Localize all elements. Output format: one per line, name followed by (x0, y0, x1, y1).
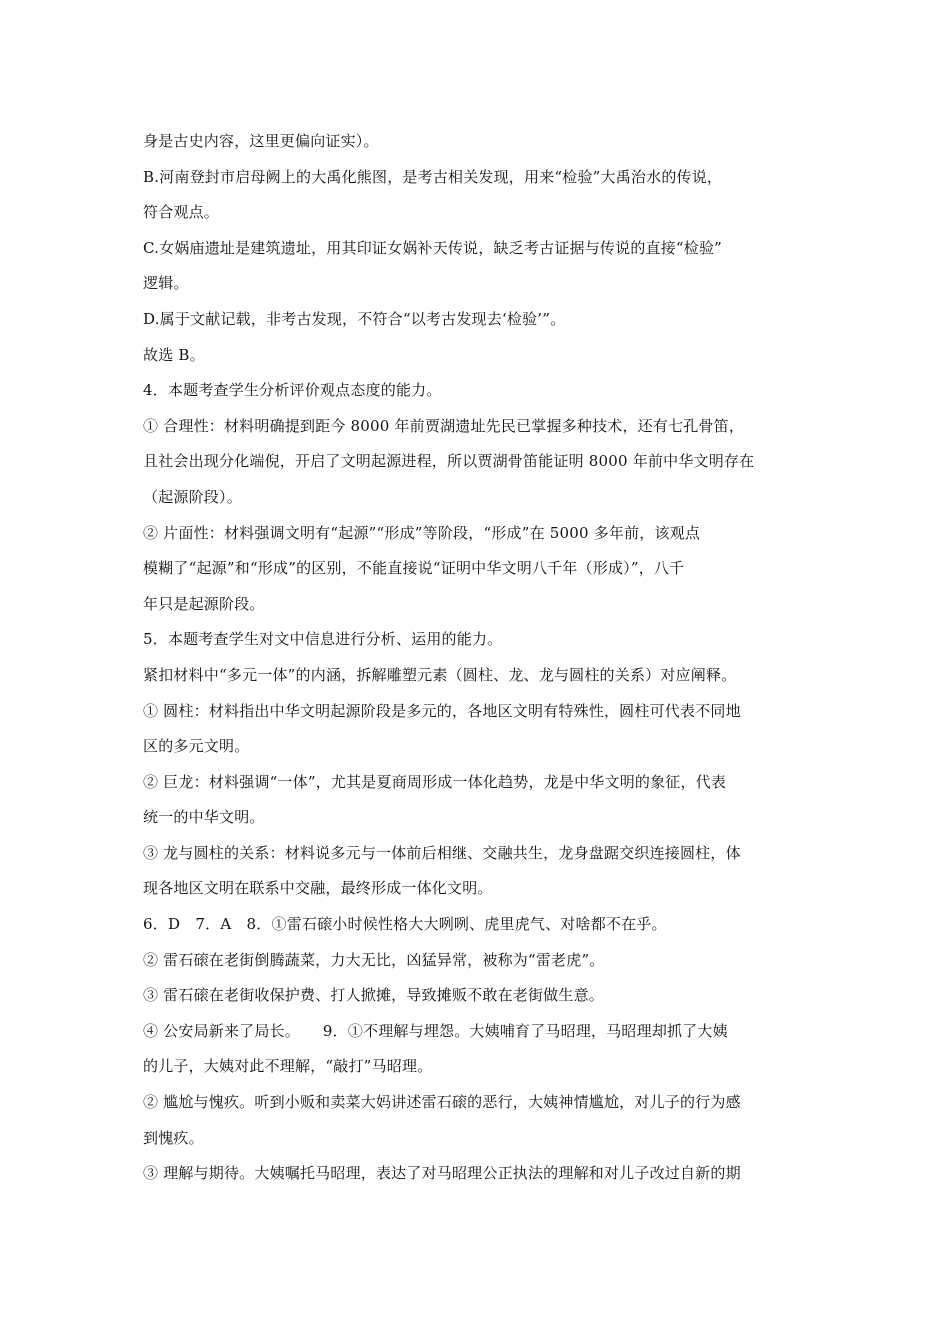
text-line: 区的多元文明。 (143, 737, 250, 756)
text-line: ④ 公安局新来了局长。 9．①不理解与埋怨。大姨哺育了马昭理，马昭理却抓了大姨 (143, 1021, 728, 1040)
text-line: 4．本题考查学生分析评价观点态度的能力。 (143, 381, 442, 400)
text-line: C.女娲庙遗址是建筑遗址，用其印证女娲补天传说，缺乏考古证据与传说的直接“检验” (143, 238, 723, 257)
text-line: D.属于文献记载，非考古发现，不符合“以考古发现去‘检验’”。 (143, 309, 566, 328)
text-line: 6．D 7．A 8．①雷石磙小时候性格大大咧咧、虎里虎气、对啥都不在乎。 (143, 915, 667, 934)
text-line: 逻辑。 (143, 274, 189, 293)
text-line: ① 圆柱：材料指出中华文明起源阶段是多元的，各地区文明有特殊性，圆柱可代表不同地 (143, 701, 741, 720)
text-line: 到愧疚。 (143, 1128, 204, 1147)
text-line: ① 合理性：材料明确提到距今 8000 年前贾湖遗址先民已掌握多种技术，还有七孔骨笛， (143, 416, 745, 435)
text-line: 紧扣材料中“多元一体”的内涵，拆解雕塑元素（圆柱、龙、龙与圆柱的关系）对应阐释。 (143, 665, 737, 684)
text-line: B.河南登封市启母阙上的大禹化熊图，是考古相关发现，用来“检验”大禹治水的传说， (143, 167, 723, 186)
text-line: 现各地区文明在联系中交融，最终形成一体化文明。 (143, 879, 493, 898)
text-line: ③ 雷石磙在老街收保护费、打人掀摊，导致摊贩不敢在老街做生意。 (143, 986, 604, 1005)
text-line: 身是古史内容，这里更偏向证实）。 (143, 132, 379, 150)
text-line: ② 片面性：材料强调文明有“起源”“形成”等阶段，“形成”在 5000 多年前，该观点 (143, 523, 701, 542)
text-line: 且社会出现分化端倪，开启了文明起源进程，所以贾湖骨笛能证明 8000 年前中华文明存在 (143, 452, 755, 471)
text-line: 年只是起源阶段。 (143, 594, 265, 613)
text-line: ② 巨龙：材料强调“一体”，尤其是夏商周形成一体化趋势，龙是中华文明的象征，代表 (143, 772, 727, 791)
text-line: 符合观点。 (143, 203, 220, 222)
text-line: ③ 龙与圆柱的关系：材料说多元与一体前后相继、交融共生，龙身盘踞交织连接圆柱，体 (143, 843, 741, 862)
text-line: （起源阶段）。 (143, 487, 242, 506)
text-line: 统一的中华文明。 (143, 808, 265, 827)
text-line: 的儿子，大姨对此不理解，“敲打”马昭理。 (143, 1057, 433, 1076)
text-line: ② 雷石磙在老街倒腾蔬菜，力大无比，凶猛异常，被称为“雷老虎”。 (143, 950, 605, 969)
text-line: 5．本题考查学生对文中信息进行分析、运用的能力。 (143, 630, 503, 649)
text-line: ③ 理解与期待。大姨嘱托马昭理，表达了对马昭理公正执法的理解和对儿子改过自新的期 (143, 1164, 741, 1183)
text-line: 模糊了“起源”和“形成”的区别，不能直接说“证明中华文明八千年（形成）”，八千 (143, 559, 685, 578)
document-body (143, 124, 823, 1192)
text-line: ② 尴尬与愧疚。听到小贩和卖菜大妈讲述雷石磙的恶行，大姨神情尴尬，对儿子的行为感 (143, 1093, 741, 1112)
text-line: 故选 B。 (143, 345, 205, 364)
